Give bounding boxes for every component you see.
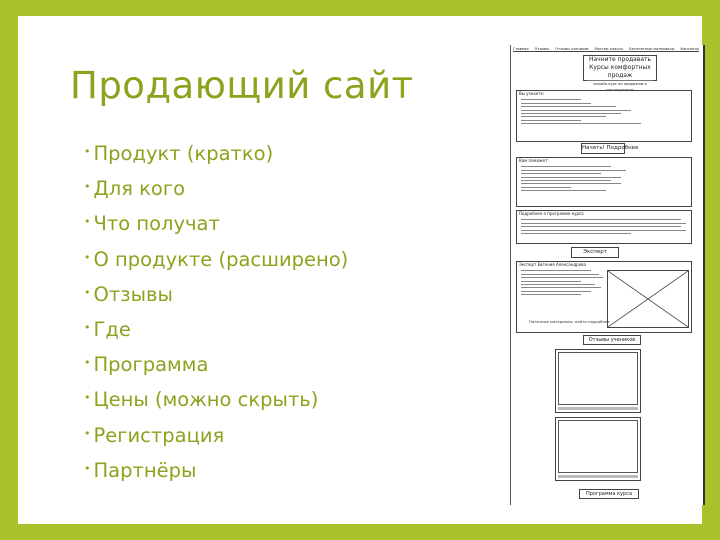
wireframe-expert-name: Эксперт Евгения Александрова (519, 262, 586, 267)
bullet-item (84, 169, 348, 204)
bullet-item (84, 451, 348, 486)
bullet-text: Отзывы (93, 282, 173, 306)
bullet-marker: • (84, 426, 91, 440)
wireframe-header (583, 55, 657, 92)
bullet-text: Партнёры (93, 458, 197, 482)
bullet-item (84, 416, 348, 451)
wireframe-header-title: Начните продавать (588, 56, 652, 63)
bullet-list (84, 134, 348, 486)
bullet-marker: • (84, 285, 91, 299)
wireframe-expert-photo-placeholder (607, 270, 689, 328)
wireframe-nav-item: Отзывы (534, 47, 550, 51)
bullet-text: О продукте (расширено) (93, 247, 349, 271)
bullet-text: Для кого (93, 177, 186, 201)
wireframe-nav-item: Бесплатные материалы (629, 47, 675, 51)
bullet-marker: • (84, 250, 91, 264)
bullet-item (84, 310, 348, 345)
bullet-text: Продукт (кратко) (93, 142, 274, 165)
wireframe-nav-item: Контакты (680, 47, 699, 51)
wireframe-video-1 (555, 349, 641, 413)
bullet-text: Где (93, 317, 131, 341)
wireframe-header-caption: онлайн-курс по продажам в мессенджерах (587, 80, 653, 93)
bullet-item (84, 380, 348, 415)
bullet-marker: • (84, 391, 91, 405)
wireframe-video-2 (555, 417, 641, 481)
wireframe-reviews-label: Отзывы учеников (583, 335, 641, 345)
bullet-item (84, 345, 348, 380)
bullet-marker: • (84, 461, 91, 475)
wireframe-nav-item: Мастер-классы (594, 47, 624, 51)
wireframe-header-subtitle: Курсы комфортных продаж (589, 64, 651, 79)
bullet-item (84, 204, 348, 239)
wireframe-block-help-title: Вам поможет: (519, 158, 549, 163)
bullet-text: Что получат (93, 212, 220, 236)
wireframe-block-learn (516, 90, 692, 142)
wireframe-thumbnail (510, 45, 705, 505)
slide-title: Продающий сайт (70, 64, 414, 107)
wireframe-footer-note: Полезные материалы: найти подробнее (529, 319, 610, 324)
bullet-text: Программа (93, 353, 209, 377)
wireframe-expert-button: Эксперт (571, 247, 619, 258)
wireframe-start-button: Начать! Подробнее (581, 143, 625, 154)
wireframe-block-learn-title: Вы узнаете: (519, 91, 545, 96)
bullet-text: Цены (можно скрыть) (93, 388, 319, 412)
bullet-marker: • (84, 145, 91, 158)
bullet-marker: • (84, 356, 91, 370)
wireframe-nav-item: Отзывы учеников (555, 47, 589, 51)
bullet-item (84, 134, 348, 169)
wireframe-nav-item: Главная (513, 47, 529, 51)
bullet-item (84, 275, 348, 310)
slide (18, 16, 702, 524)
wireframe-nav (513, 46, 699, 52)
bullet-marker: • (84, 215, 91, 229)
wireframe-block-help (516, 157, 692, 207)
wireframe-program-label: Программа курса (579, 489, 639, 499)
bullet-marker: • (84, 180, 91, 194)
wireframe-block-program-title: Подробнее о программе курса (519, 211, 584, 216)
bullet-marker: • (84, 320, 91, 334)
bullet-text: Регистрация (93, 423, 225, 447)
bullet-item (84, 240, 348, 275)
wireframe-block-program (516, 210, 692, 244)
